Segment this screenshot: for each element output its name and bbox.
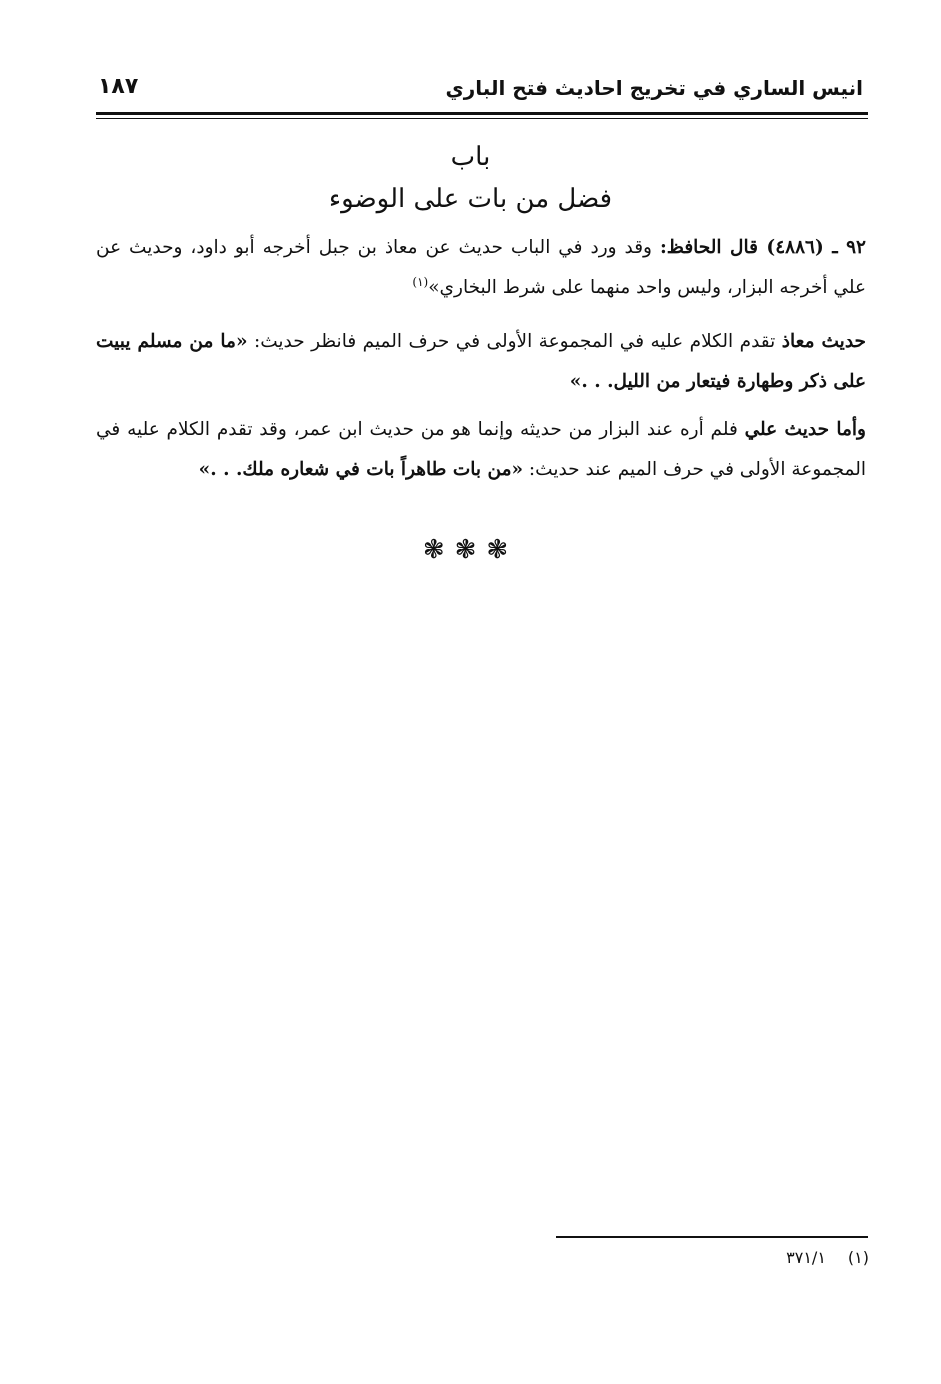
page-number: ١٨٧ — [98, 74, 139, 99]
paragraph-text: تقدم الكلام عليه في المجموعة الأولى في حرف الميم فانظر حديث: — [247, 331, 782, 352]
header-rule-thin — [96, 118, 868, 119]
paragraph-lead: وأما حديث علي — [744, 419, 866, 440]
ali-paragraph — [96, 410, 866, 490]
muadh-paragraph — [96, 322, 866, 402]
hadith-paragraph — [96, 228, 866, 308]
header-rule — [96, 112, 868, 115]
footnote-text: ٣٧١/١ — [786, 1248, 826, 1267]
paragraph-text: فلم أره عند البزار من حديثه وإنما هو من حديث ابن عمر، وقد تقدم الكلام عليه في المجموعة الأولى في حرف الميم عند حديث: — [96, 419, 866, 480]
footnote-marker: (١) — [847, 1248, 869, 1267]
paragraph-text: وقد ورد في الباب حديث عن معاذ بن جبل أخرجه أبو داود، وحديث عن علي أخرجه البزار، وليس واحد منهما على شرط البخاري» — [96, 237, 866, 298]
hadith-quote: «من بات طاهراً بات في شعاره ملك. . .» — [198, 459, 524, 480]
chapter-title: فضل من بات على الوضوء — [328, 184, 613, 214]
hadith-quote: «ما من مسلم يبيت على ذكر وطهارة فيتعار من الليل. . .» — [96, 331, 866, 392]
hadith-lead: ٩٢ ـ (٤٨٨٦) قال الحافظ: — [659, 237, 866, 258]
section-ornament: ❃❃❃ — [422, 535, 519, 565]
footnote-reference[interactable]: (١) — [412, 274, 429, 289]
running-title: انيس الساري في تخريج احاديث فتح الباري — [445, 76, 863, 100]
footnote — [786, 1248, 869, 1267]
paragraph-lead: حديث معاذ — [781, 331, 866, 352]
footnote-separator — [556, 1236, 868, 1238]
chapter-label: باب — [450, 142, 491, 172]
